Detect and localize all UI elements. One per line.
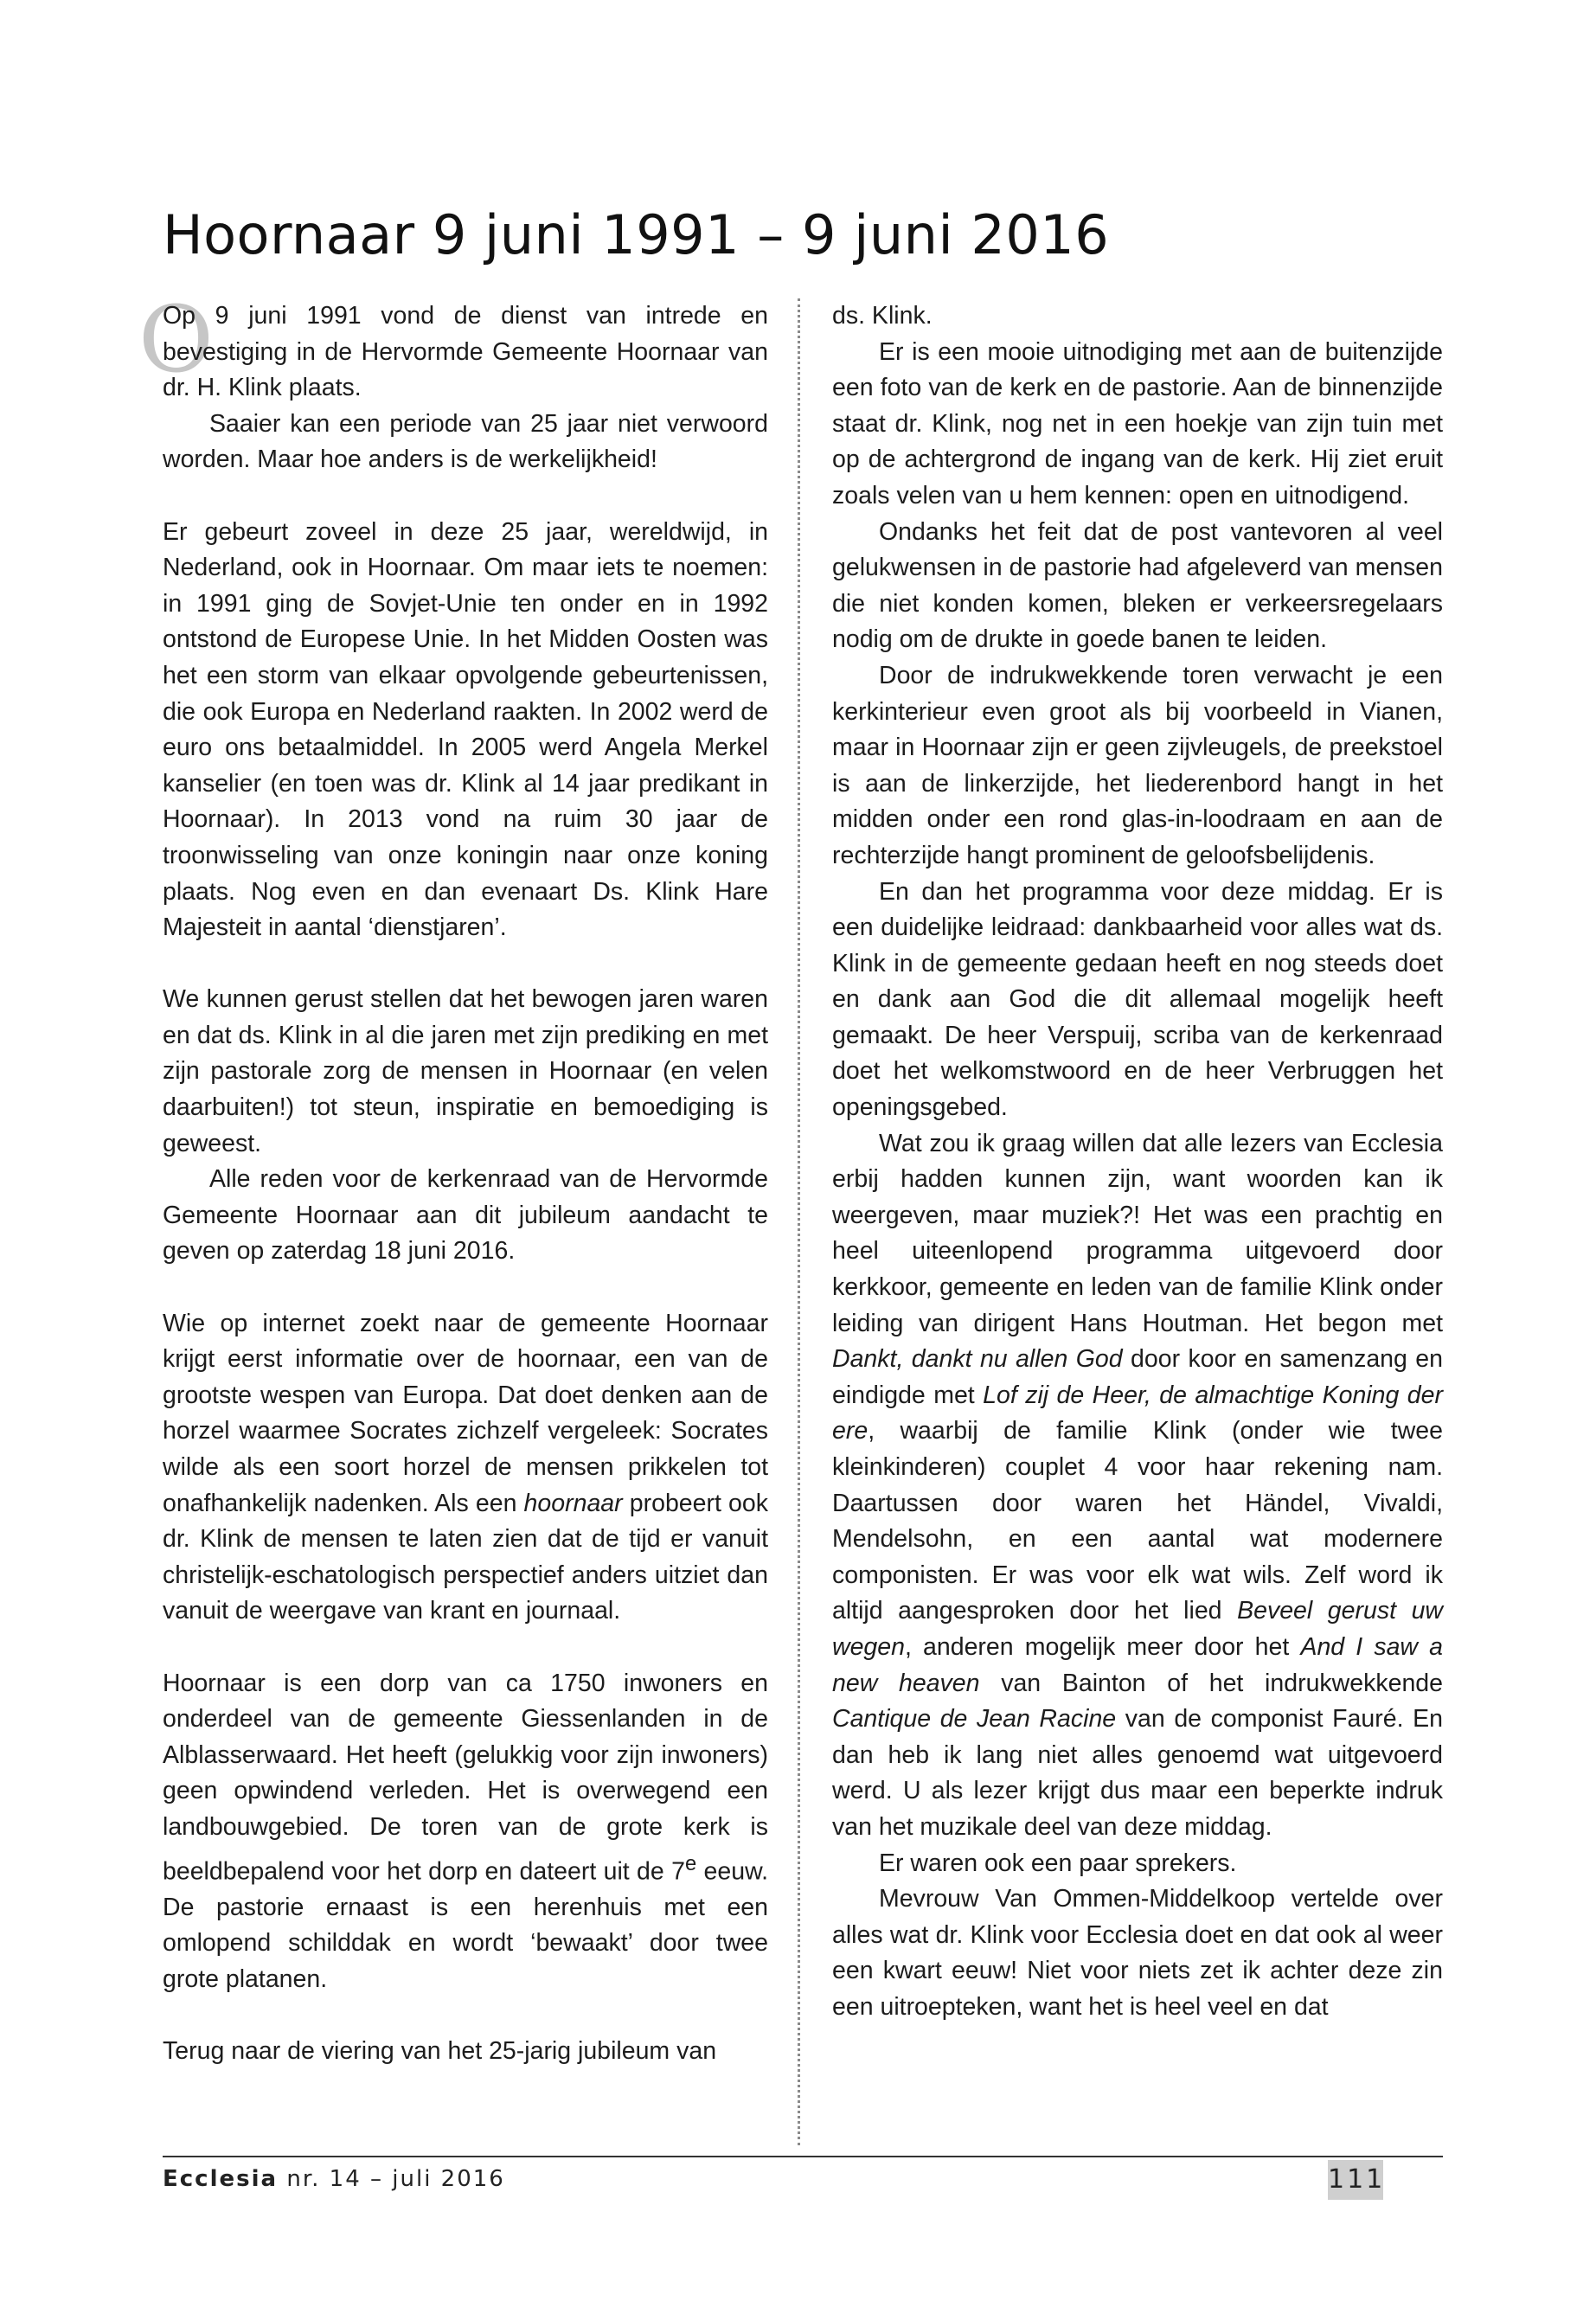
paragraph-gap (163, 1997, 768, 2034)
paragraph: Terug naar de viering van het 25-jarig jubileum van (163, 2037, 717, 2065)
magazine-name: Ecclesia (163, 2166, 279, 2192)
footer-rule (163, 2156, 1443, 2157)
paragraph: Door de indrukwekkende toren verwacht je een kerkinterieur even groot als bij voorbeeld in Vianen, maar in Hoornaar zijn er geen zijvleugels, de preekstoel is aan de linkerzijde, het liederenbord hangt in het midden onder een rond glas-in-loodraam en aan de rechterzijde hangt prominent de geloofsbelijdenis. (832, 661, 1443, 869)
issue-info: nr. 14 – juli 2016 (286, 2166, 505, 2192)
column-divider (798, 298, 800, 2145)
paragraph: Wat zou ik graag willen dat alle lezers van Ecclesia erbij hadden kunnen zijn, want woorden kan ik weergeven, maar muziek?! Het was een prachtig en heel uiteenlopend programma uitgevoerd door kerkkoor, gemeente en leden van de familie Klink onder leiding van dirigent Hans Houtman. Het begon met Dankt, dankt nu allen God door koor en samenzang en eindigde met Lof zij de Heer, de almachtige Koning der ere, waarbij de familie Klink (onder wie twee kleinkinderen) couplet 4 voor haar rekening nam. Daartussen door waren het Händel, Vivaldi, Mendelsohn, en een aantal wat modernere componisten. Er was voor elk wat wils. Zelf word ik altijd aangesproken door het lied Beveel gerust uw wegen, anderen mogelijk meer door het And I saw a new heaven van Bainton of het indrukwekkende Cantique de Jean Racine van de componist Fauré. En dan heb ik lang niet alles genoemd wat uitgevoerd werd. U als lezer krijgt dus maar een beperkte indruk van het muzikale deel van deze middag. (832, 1129, 1444, 1841)
paragraph: Ondanks het feit dat de post vantevoren al veel gelukwensen in de pastorie had afgeleverd van mensen die niet konden komen, bleken er verkeersregelaars nodig om de drukte in goede banen te leiden. (832, 517, 1443, 654)
paragraph: Alle reden voor de kerkenraad van de Hervormde Gemeente Hoornaar aan dit jubileum aandacht te geven op zaterdag 18 juni 2016. (163, 1165, 768, 1266)
paragraph: ds. Klink. (832, 302, 933, 330)
article-title: Hoornaar 9 juni 1991 – 9 juni 2016 (163, 203, 1110, 266)
paragraph-gap (163, 478, 768, 515)
drop-cap: O (138, 286, 214, 393)
paragraph: Saaier kan een periode van 25 jaar niet verwoord worden. Maar hoe anders is de werkelijkheid! (163, 409, 768, 474)
paragraph: Er gebeurt zoveel in deze 25 jaar, wereldwijd, in Nederland, ook in Hoornaar. Om maar iets te noemen: in 1991 ging de Sovjet-Unie ten onder en in 1992 ontstond de Europese Unie. In het Midden Oosten was het een storm van elkaar opvolgende gebeurtenissen, die ook Europa en Nederland raakten. In 2002 werd de euro ons betaalmiddel. In 2005 werd Angela Merkel kanselier (en toen was dr. Klink al 14 jaar predikant in Hoornaar). In 2013 vond na ruim 30 jaar de troonwisseling van onze koningin naar onze koning plaats. Nog even en dan evenaart Ds. Klink Hare Majesteit in aantal ‘dienstjaren’. (163, 517, 768, 942)
paragraph-gap (163, 1270, 768, 1306)
paragraph: En dan het programma voor deze middag. Er is een duidelijke leidraad: dankbaarheid voor alles wat ds. Klink in de gemeente gedaan heeft en nog steeds doet en dank aan God die dit allemaal mogelijk heeft gemaakt. De heer Verspuij, scriba van de kerkenraad doet het welkomstwoord en de heer Verbruggen het openingsgebed. (832, 877, 1443, 1122)
left-column (163, 298, 768, 2070)
paragraph: Er is een mooie uitnodiging met aan de buitenzijde een foto van de kerk en de pastorie. Aan de binnenzijde staat dr. Klink, nog net in een hoekje van zijn tuin met op de achtergrond de ingang van de kerk. Hij ziet eruit zoals velen van u hem kennen: open en uitnodigend. (832, 337, 1443, 510)
paragraph: Wie op internet zoekt naar de gemeente Hoornaar krijgt eerst informatie over de hoornaar, een van de grootste wespen van Europa. Dat doet denken aan de horzel waarmee Socrates zichzelf vergeleek: Socrates wilde als een soort horzel de mensen prikkelen tot onafhankelijk nadenken. Als een hoornaar probeert ook dr. Klink de mensen te laten zien dat de tijd er vanuit christelijk-eschatologisch perspectief anders uitziet dan vanuit de weergave van krant en journaal. (163, 1309, 768, 1625)
right-column (832, 298, 1443, 2026)
page-number: 111 (1328, 2160, 1383, 2200)
paragraph: Op 9 juni 1991 vond de dienst van intrede en bevestiging in de Hervormde Gemeente Hoornaar van dr. H. Klink plaats. (163, 302, 768, 402)
paragraph-gap (163, 1630, 768, 1666)
footer-credit (163, 2166, 505, 2192)
paragraph-gap (163, 946, 768, 983)
paragraph: Er waren ook een paar sprekers. (879, 1849, 1237, 1877)
paragraph: We kunnen gerust stellen dat het bewogen jaren waren en dat ds. Klink in al die jaren met zijn prediking en met zijn pastorale zorg de mensen in Hoornaar (en velen daarbuiten!) tot steun, inspiratie en bemoediging is geweest. (163, 985, 768, 1157)
paragraph: Mevrouw Van Ommen-Middelkoop vertelde over alles wat dr. Klink voor Ecclesia doet en dat ook al weer een kwart eeuw! Niet voor niets zet ik achter deze zin een uitroepteken, want het is heel veel en dat (832, 1885, 1443, 2021)
paragraph: Hoornaar is een dorp van ca 1750 inwoners en onderdeel van de gemeente Giessenlanden in de Alblasserwaard. Het heeft (gelukkig voor zijn inwoners) geen opwindend verleden. Het is overwegend een landbouwgebied. De toren van de grote kerk is beeldbepalend voor het dorp en dateert uit de 7e eeuw. De pastorie ernaast is een herenhuis met een omlopend schilddak en wordt ‘bewaakt’ door twee grote platanen. (163, 1669, 768, 1993)
